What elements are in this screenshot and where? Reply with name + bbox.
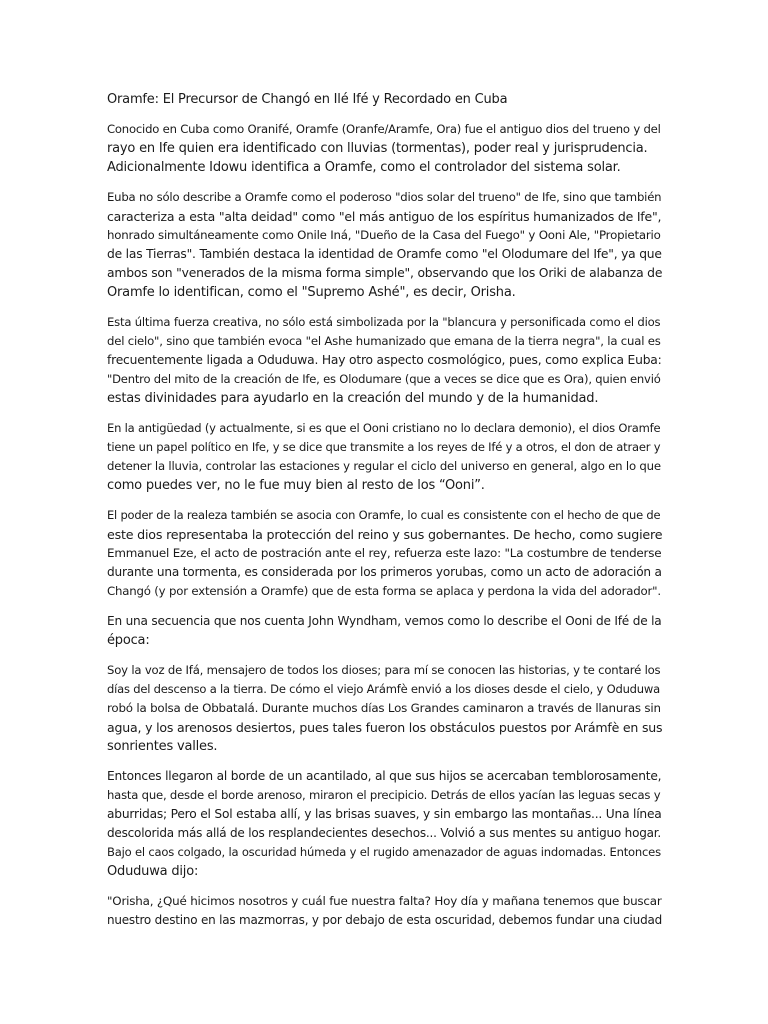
paragraph-line: aburridas; Pero el Sol estaba allí, y las brisas suaves, y sin embargo las montañas... Una línea: [107, 807, 662, 821]
paragraph-line: días del descenso a la tierra. De cómo el viejo Arámfè envió a los dioses desde el cielo, y Oduduwa: [107, 682, 660, 696]
paragraph-line: Euba no sólo describe a Oramfe como el poderoso "dios solar del trueno" de Ife, sino que también: [107, 190, 662, 204]
paragraph-9: [107, 892, 663, 930]
paragraph-6: [107, 612, 663, 650]
paragraph-line: sonrientes valles.: [107, 739, 218, 754]
paragraph-5: [107, 506, 663, 601]
paragraph-line: Oduduwa dijo:: [107, 864, 199, 879]
paragraph-line: ambos son "venerados de la misma forma simple", observando que los Oriki de alabanza de: [107, 266, 663, 280]
paragraph-line: En la antigüedad (y actualmente, si es que el Ooni cristiano no lo declara demonio), el dios Oramfe: [107, 421, 661, 435]
paragraph-line: tiene un papel político en Ife, y se dice que transmite a los reyes de Ifé y a otros, el don de atraer y: [107, 440, 661, 454]
paragraph-line: este dios representaba la protección del reino y sus gobernantes. De hecho, como sugiere: [107, 527, 663, 542]
paragraph-line: descolorida más allá de los resplandecientes desechos... Volvió a sus mentes su antiguo hogar.: [107, 826, 662, 840]
paragraph-line: frecuentemente ligada a Oduduwa. Hay otro aspecto cosmológico, pues, como explica Euba:: [107, 353, 662, 367]
paragraph-line: Entonces llegaron al borde de un acantilado, al que sus hijos se acercaban temblorosamente,: [107, 769, 662, 783]
paragraph-line: nuestro destino en las mazmorras, y por debajo de esta oscuridad, debemos fundar una ciudad: [107, 913, 662, 927]
paragraph-line: "Orisha, ¿Qué hicimos nosotros y cuál fue nuestra falta? Hoy día y mañana tenemos que buscar: [107, 894, 662, 908]
paragraph-3: [107, 313, 663, 408]
paragraph-line: agua, y los arenosos desiertos, pues tales fueron los obstáculos puestos por Arámfè en sus: [107, 720, 663, 735]
paragraph-line: Conocido en Cuba como Oranifé, Oramfe (Oranfe/Aramfe, Ora) fue el antiguo dios del trueno y del: [107, 122, 661, 136]
paragraph-line: Oramfe lo identifican, como el "Supremo Ashé", es decir, Orisha.: [107, 285, 516, 300]
paragraph-7: [107, 661, 663, 756]
document-title: Oramfe: El Precursor de Changó en Ilé Ifé y Recordado en Cuba: [107, 92, 508, 107]
paragraph-line: "Dentro del mito de la creación de Ife, es Olodumare (que a veces se dice que es Ora), quien envió: [107, 372, 661, 386]
document-page: [107, 90, 663, 941]
paragraph-line: Changó (y por extensión a Oramfe) que de esta forma se aplaca y perdona la vida del adorador".: [107, 584, 661, 598]
paragraph-line: El poder de la realeza también se asocia con Oramfe, lo cual es consistente con el hecho de que de: [107, 508, 661, 522]
paragraph-line: de las Tierras". También destaca la identidad de Oramfe como "el Olodumare del Ife", ya que: [107, 247, 662, 261]
paragraph-line: estas divinidades para ayudarlo en la creación del mundo y de la humanidad.: [107, 391, 599, 406]
paragraph-line: En una secuencia que nos cuenta John Wyndham, vemos como lo describe el Ooni de Ifé de la: [107, 614, 662, 628]
paragraph-line: hasta que, desde el borde arenoso, miraron el precipicio. Detrás de ellos yacían las leguas secas y: [107, 788, 661, 802]
paragraph-line: Adicionalmente Idowu identifica a Oramfe, como el controlador del sistema solar.: [107, 160, 621, 175]
paragraph-line: Esta última fuerza creativa, no sólo está simbolizada por la "blancura y personificada como el dios: [107, 315, 661, 329]
paragraph-line: época:: [107, 633, 150, 648]
paragraph-line: como puedes ver, no le fue muy bien al resto de los “Ooni”.: [107, 478, 485, 493]
paragraph-line: detener la lluvia, controlar las estaciones y regular el ciclo del universo en general, algo en lo que: [107, 459, 661, 473]
paragraph-line: durante una tormenta, es considerada por los primeros yorubas, como un acto de adoración a: [107, 565, 662, 579]
paragraph-line: Bajo el caos colgado, la oscuridad húmeda y el rugido amenazador de aguas indomadas. Entonces: [107, 845, 661, 859]
paragraph-1: [107, 120, 663, 177]
paragraph-2: [107, 188, 663, 302]
paragraph-line: Emmanuel Eze, el acto de postración ante el rey, refuerza este lazo: "La costumbre de tenderse: [107, 546, 662, 560]
paragraph-line: Soy la voz de Ifá, mensajero de todos los dioses; para mí se conocen las historias, y te contaré los: [107, 663, 661, 677]
paragraph-line: honrado simultáneamente como Onile Iná, "Dueño de la Casa del Fuego" y Ooni Ale, "Propietario: [107, 228, 661, 242]
paragraph-line: robó la bolsa de Obbatalá. Durante muchos días Los Grandes caminaron a través de llanuras sin: [107, 701, 661, 715]
paragraph-line: del cielo", sino que también evoca "el Ashe humanizado que emana de la tierra negra", la cual es: [107, 334, 661, 348]
paragraph-4: [107, 419, 663, 495]
paragraph-line: rayo en Ife quien era identificado con lluvias (tormentas), poder real y jurisprudencia.: [107, 141, 648, 156]
paragraph-8: [107, 767, 663, 881]
paragraph-line: caracteriza a esta "alta deidad" como "el más antiguo de los espíritus humanizados de Ife",: [107, 209, 662, 224]
